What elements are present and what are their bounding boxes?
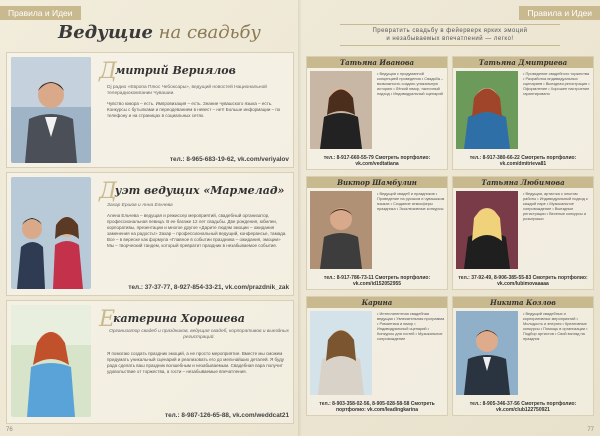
host-contact[interactable]: тел.: 8-917-380-66-22 Смотреть портфолио: vk.com/dmitrieva81 xyxy=(469,155,577,167)
host-phone[interactable]: тел.: 8-965-683-19-62, vk.com/veriyalov xyxy=(169,156,289,163)
section-label: Правила и Идеи xyxy=(0,6,81,20)
host-contact[interactable]: тел.: 8-917-786-73-11 Смотреть портфолио: vk.com/id152052955 xyxy=(323,275,431,287)
page-fold xyxy=(298,0,302,436)
host-services: • Интеллигентная свадебная ведущая • Увлекательная программа • Романтика и юмор • Индивидуальный сценарий • Конкурсы для гостей • Музыкальное сопровождение xyxy=(377,311,445,341)
host-photo xyxy=(310,311,372,395)
host-subtitle: Организатор свадеб и праздников, ведущая свадеб, корпоративов и выездных регистраций. xyxy=(109,329,289,340)
host-services: • Ведущий свадеб и праздников • Проведение на русском и чувашском языках • Создание атмосферы праздника • Эксклюзивные конкурсы xyxy=(377,191,445,211)
host-grid-card xyxy=(452,56,594,170)
host-grid-card xyxy=(306,296,448,416)
host-grid-name: Никита Козлов xyxy=(453,297,593,308)
host-photo xyxy=(310,71,372,149)
host-phone[interactable]: тел.: 8-987-126-65-88, vk.com/weddcat21 xyxy=(164,412,289,419)
host-photo xyxy=(310,191,372,269)
host-name: Екатерина Хорошева xyxy=(99,307,245,332)
host-photo xyxy=(456,191,518,269)
host-contact[interactable]: тел.: 37-92-49, 8-906-385-55-83 Смотреть портфолио: vk.com/lubimovaaaaa xyxy=(458,275,588,287)
right-page xyxy=(300,0,600,436)
host-name: Дуэт ведущих «Мармелад» xyxy=(99,179,285,204)
host-card xyxy=(6,172,294,296)
headline-rest: на свадьбу xyxy=(158,22,261,43)
promo-tagline: Превратить свадьбу в фейерверк ярких эмоций и незабываемых впечатлений — легко! xyxy=(340,24,560,46)
page-headline xyxy=(58,22,261,43)
host-phone[interactable]: тел.: 37-37-77, 8-927-854-33-21, vk.com/prazdnik_zak xyxy=(128,284,289,291)
host-grid-name: Татьяна Дмитриева xyxy=(453,57,593,68)
host-grid-name: Татьяна Любимова xyxy=(453,177,593,188)
host-card xyxy=(6,52,294,168)
host-grid-card xyxy=(452,176,594,290)
host-services: • Ведущий свадебных и корпоративных мероприятий • Молодость и энергия • Креативные конкурсы • Помощь в организации • Подбор артистов • Свой взгляд на праздник xyxy=(523,311,588,341)
host-photo xyxy=(456,311,518,395)
host-grid-name: Виктор Шамбулин xyxy=(307,177,447,188)
host-grid-card xyxy=(306,56,448,170)
host-photo xyxy=(11,305,91,417)
host-description: Я помогаю создать праздник эмоций, а не просто мероприятие. Вместе мы сможем придумать уникальный сценарий и реализовать его до мельчайших деталей. Я буду рада сделать ваш праздник волшебным и незабываемым. Свадебная пара получит удовольствие от торжества, а гости – незабываемые впечатления. xyxy=(107,351,284,374)
host-services: • Проведение свадебного торжества • Разработка индивидуальных сценариев • Выездная регистрация • Оформление • Хорошее настроение гарантировано xyxy=(523,71,590,96)
host-services: • Ведущая, артистка с опытом работы • Индивидуальный подход к каждой паре • Музыкальное сопровождение • Выездные регистрации • Веселые конкурсы и розыгрыши xyxy=(523,191,588,221)
host-description: Чувство юмора – есть. Импровизация – есть. Знание чувашского языка – есть. Конкурсы с бутылками и переодеванием в невест – нет! Больше информации – по телефону и на страницах в социальных сетях. xyxy=(107,101,281,118)
page-number-right: 77 xyxy=(587,427,594,433)
host-contact[interactable]: тел.: 8-903-358-02-56, 8-905-028-58-58 Смотреть портфолио: vk.com/leadingkarina xyxy=(319,401,435,413)
host-grid-card xyxy=(452,296,594,416)
host-card xyxy=(6,300,294,424)
host-grid-name: Татьяна Иванова xyxy=(307,57,447,68)
host-description: Алена Ельчева – ведущая и режиссер мероприятий, свадебный организатор, профессиональная певица. В ее багаже 12 лет свадьбы. Две рождения, юбилеи, корпоративы, презентации и многое другое «Дарите людям эмоции – ожидания заменения на радость!» Захар – профессиональный ведущий, конферансье, тамада. Все – в вереске как формула «Главное в событии праздника – ожидания, эмоции» Мы – творческий тандем, который превратит праздник в незабываемое событие. xyxy=(107,213,287,248)
section-label: Правила и Идеи xyxy=(519,6,600,20)
host-grid-name: Карина xyxy=(307,297,447,308)
host-contact[interactable]: тел.: 8-905-346-37-56 Смотреть портфолио: vk.com/club122750921 xyxy=(469,401,577,413)
host-subtitle: Захар Ершов и Анна Ельчева xyxy=(107,203,173,208)
host-contact[interactable]: тел.: 8-917-660-55-79 Смотреть портфолио: vk.com/vedtatiana xyxy=(323,155,431,167)
host-name: Дмитрий Вериялов xyxy=(99,59,236,84)
host-subtitle: Dj радио «Европа Плюс Чебоксары», ведущий новостей Национальной телерадиокомпании Чувашии. xyxy=(107,85,267,96)
page-number-left: 76 xyxy=(6,427,13,433)
headline-bold: Ведущие xyxy=(58,22,153,43)
host-photo xyxy=(456,71,518,149)
host-photo xyxy=(11,57,91,163)
host-photo xyxy=(11,177,91,289)
host-services: • Ведущая с продуманной концепцией проведения • Свадьба – возможность создать уникальную историю • Лёгкий юмор, тактичный подход • Индивидуальный сценарий xyxy=(377,71,444,96)
host-grid-card xyxy=(306,176,448,290)
